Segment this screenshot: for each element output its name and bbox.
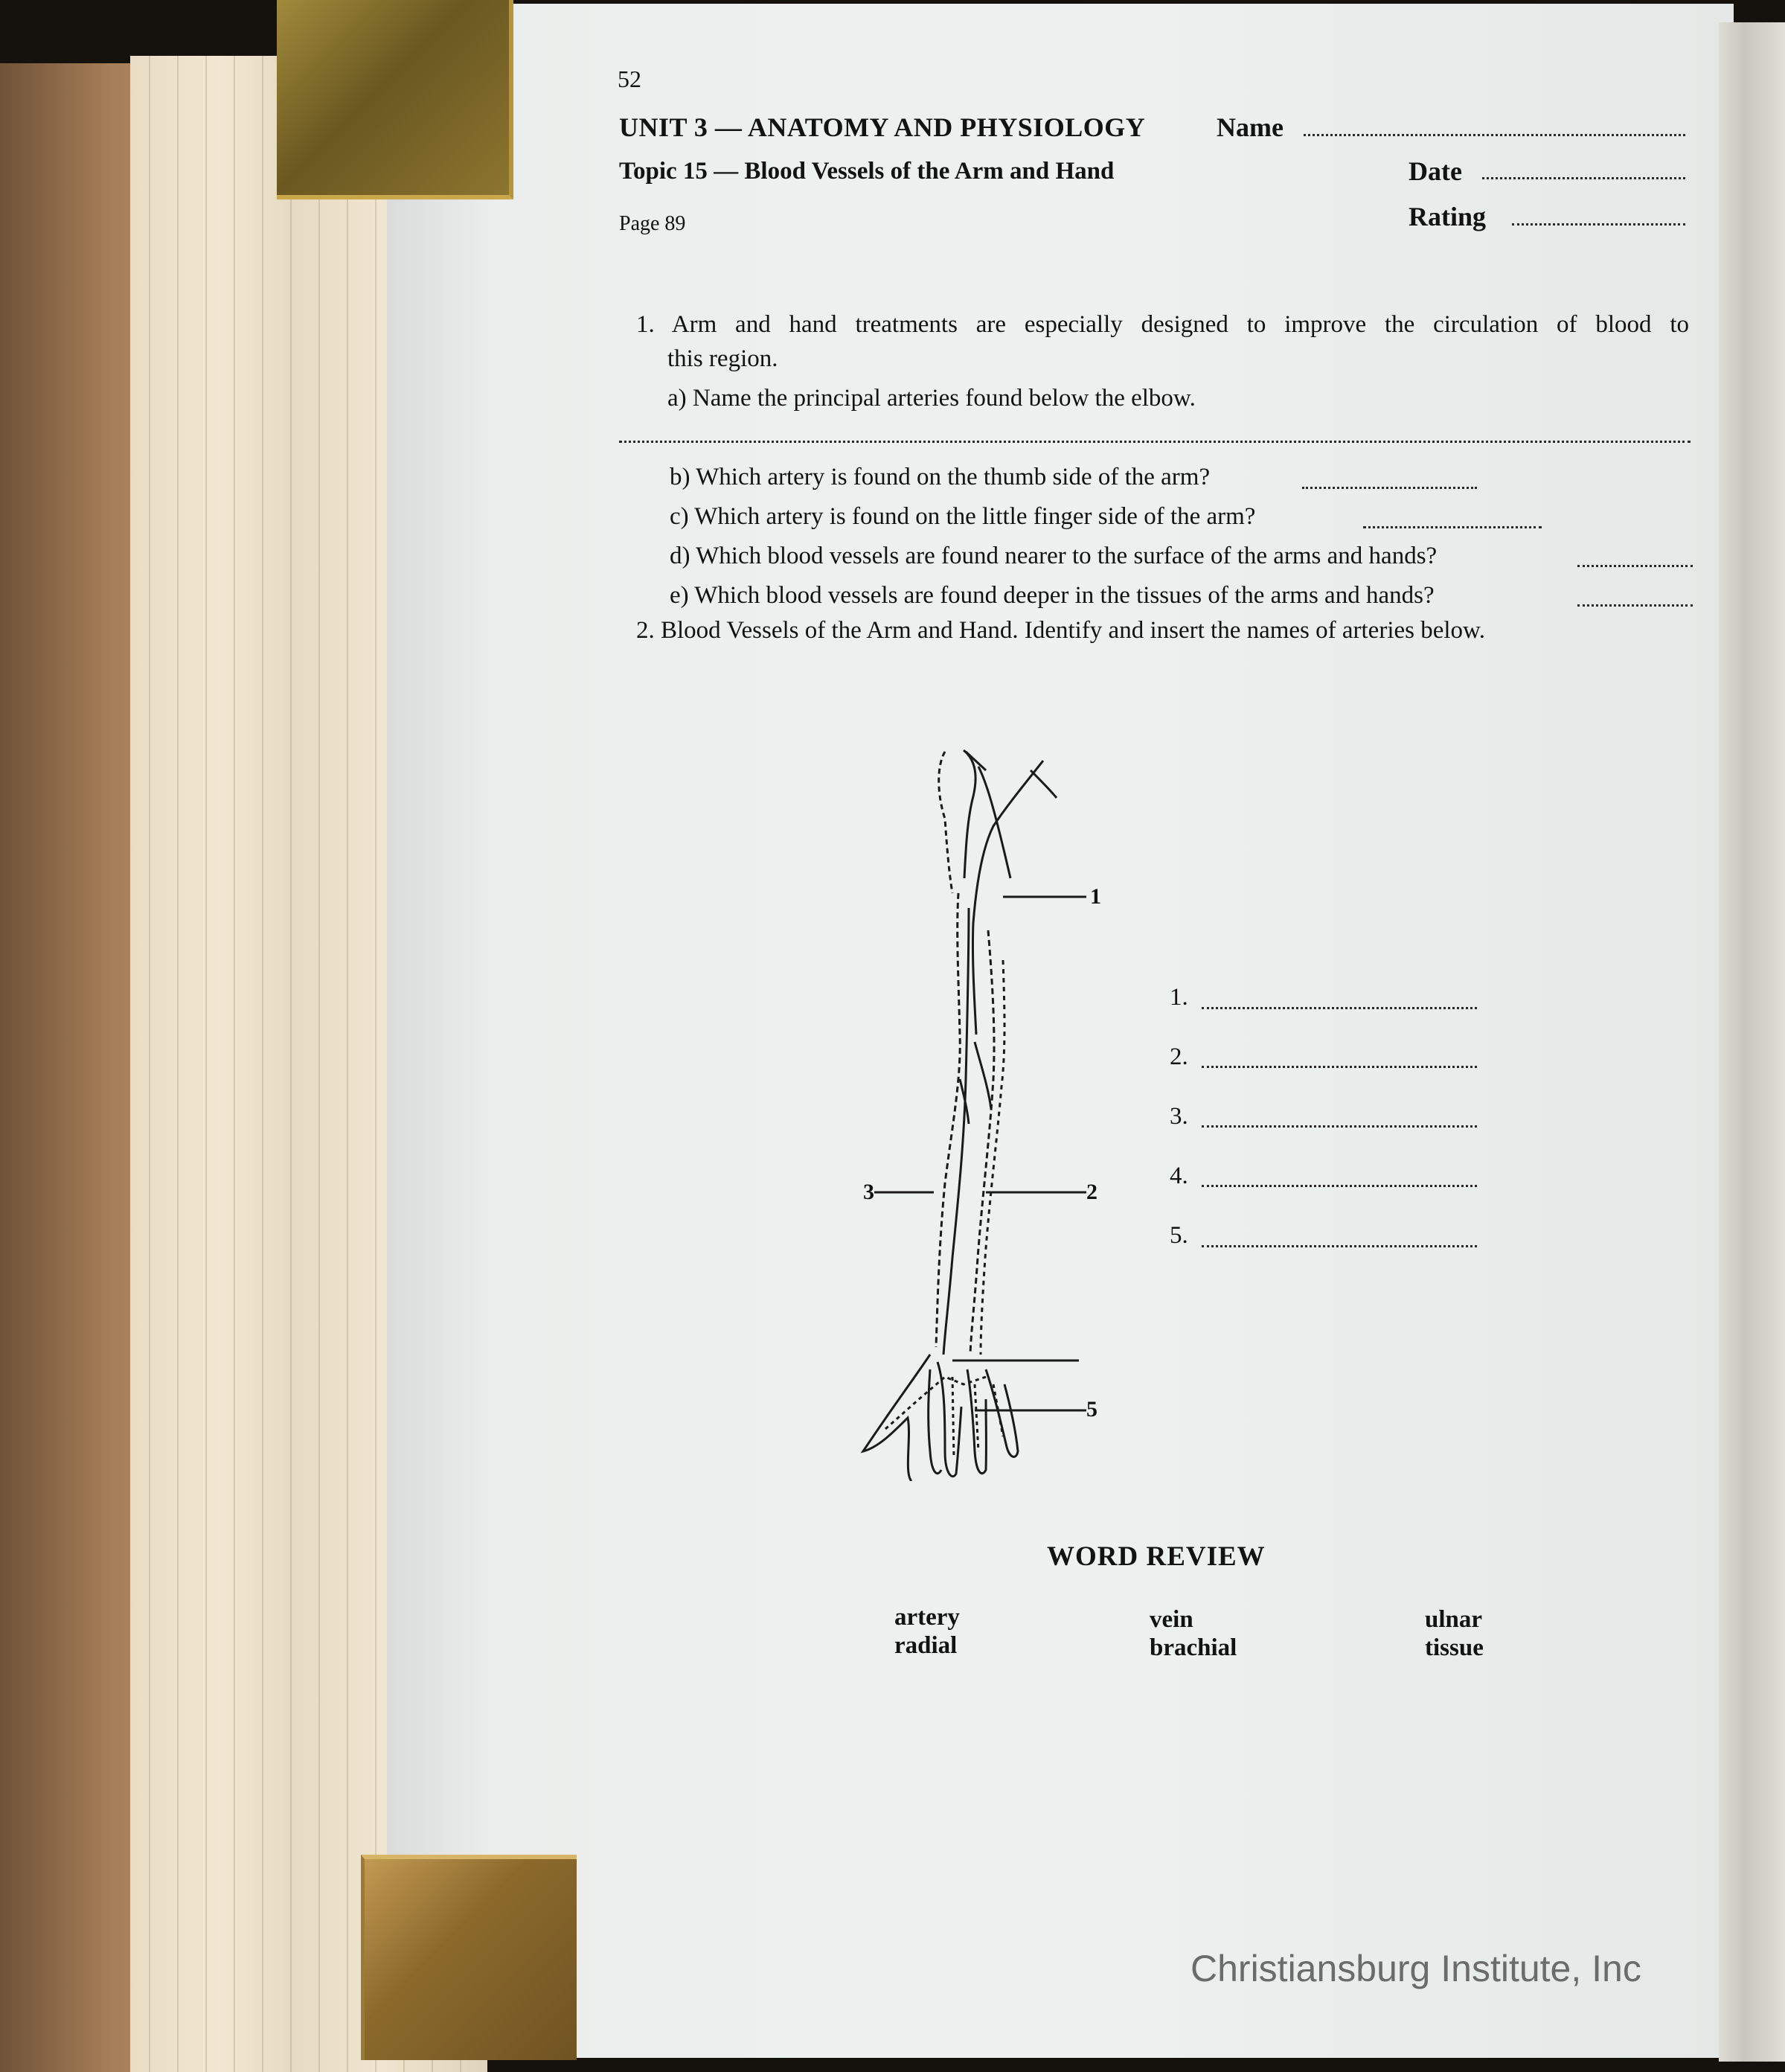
callout-1: 1 [1090,884,1101,909]
callout-5: 5 [1086,1397,1097,1422]
unit-title: UNIT 3 — ANATOMY AND PHYSIOLOGY [619,112,1146,142]
answer-line-4[interactable] [1202,1185,1477,1187]
word-vein: vein [1150,1606,1193,1633]
answer-line-1[interactable] [1202,1007,1477,1009]
topic-title: Topic 15 — Blood Vessels of the Arm and Hand [619,158,1115,185]
callout-3: 3 [863,1180,874,1204]
word-radial: radial [894,1632,958,1659]
answer-label-3: 3. [1170,1103,1188,1130]
answer-label-4: 4. [1170,1163,1188,1189]
word-review-title: WORD REVIEW [1047,1541,1266,1572]
date-label: Date [1409,156,1462,186]
rating-field[interactable] [1512,223,1685,226]
question-1e: e) Which blood vessels are found deeper in the tissues of the arms and hands? [670,582,1435,609]
answer-label-1: 1. [1170,984,1188,1011]
answer-line-3[interactable] [1202,1125,1477,1128]
question-1a: a) Name the principal arteries found below the elbow. [667,385,1196,412]
rating-label: Rating [1409,202,1487,231]
question-1-text: 1. Arm and hand treatments are especially designed to improve the circulation of blood to [636,311,1689,338]
date-field[interactable] [1482,177,1685,179]
word-brachial: brachial [1150,1634,1237,1661]
answer-line-5[interactable] [1202,1245,1477,1247]
arm-blood-vessels-illustration [833,737,1131,1481]
binder-clip-top [277,0,513,199]
answer-1b-line[interactable] [1302,487,1477,489]
question-1c: c) Which artery is found on the little finger side of the arm? [670,503,1256,530]
answer-label-2: 2. [1170,1043,1188,1070]
answer-line-2[interactable] [1202,1066,1477,1068]
name-field[interactable] [1304,134,1685,136]
word-artery: artery [894,1604,960,1631]
binder-clip-bottom [361,1855,577,2060]
answer-1c-line[interactable] [1363,526,1542,528]
callout-2: 2 [1086,1180,1097,1204]
watermark-text: Christiansburg Institute, Inc [1190,1948,1641,1989]
word-ulnar: ulnar [1425,1606,1483,1633]
name-label: Name [1217,112,1284,142]
answer-1e-line[interactable] [1577,604,1693,607]
page-number: 52 [618,65,641,92]
answer-label-5: 5. [1170,1222,1188,1249]
word-tissue: tissue [1425,1634,1484,1661]
question-1d: d) Which blood vessels are found nearer to the surface of the arms and hands? [670,543,1438,569]
answer-1d-line[interactable] [1577,565,1693,567]
page-right-edge [1719,22,1785,2062]
question-2: 2. Blood Vessels of the Arm and Hand. Identify and insert the names of arteries below. [636,617,1485,644]
question-1-text-cont: this region. [667,345,778,372]
page-reference: Page 89 [619,212,686,235]
answer-1a-line[interactable] [619,441,1691,443]
question-1b: b) Which artery is found on the thumb side of the arm? [670,464,1211,490]
